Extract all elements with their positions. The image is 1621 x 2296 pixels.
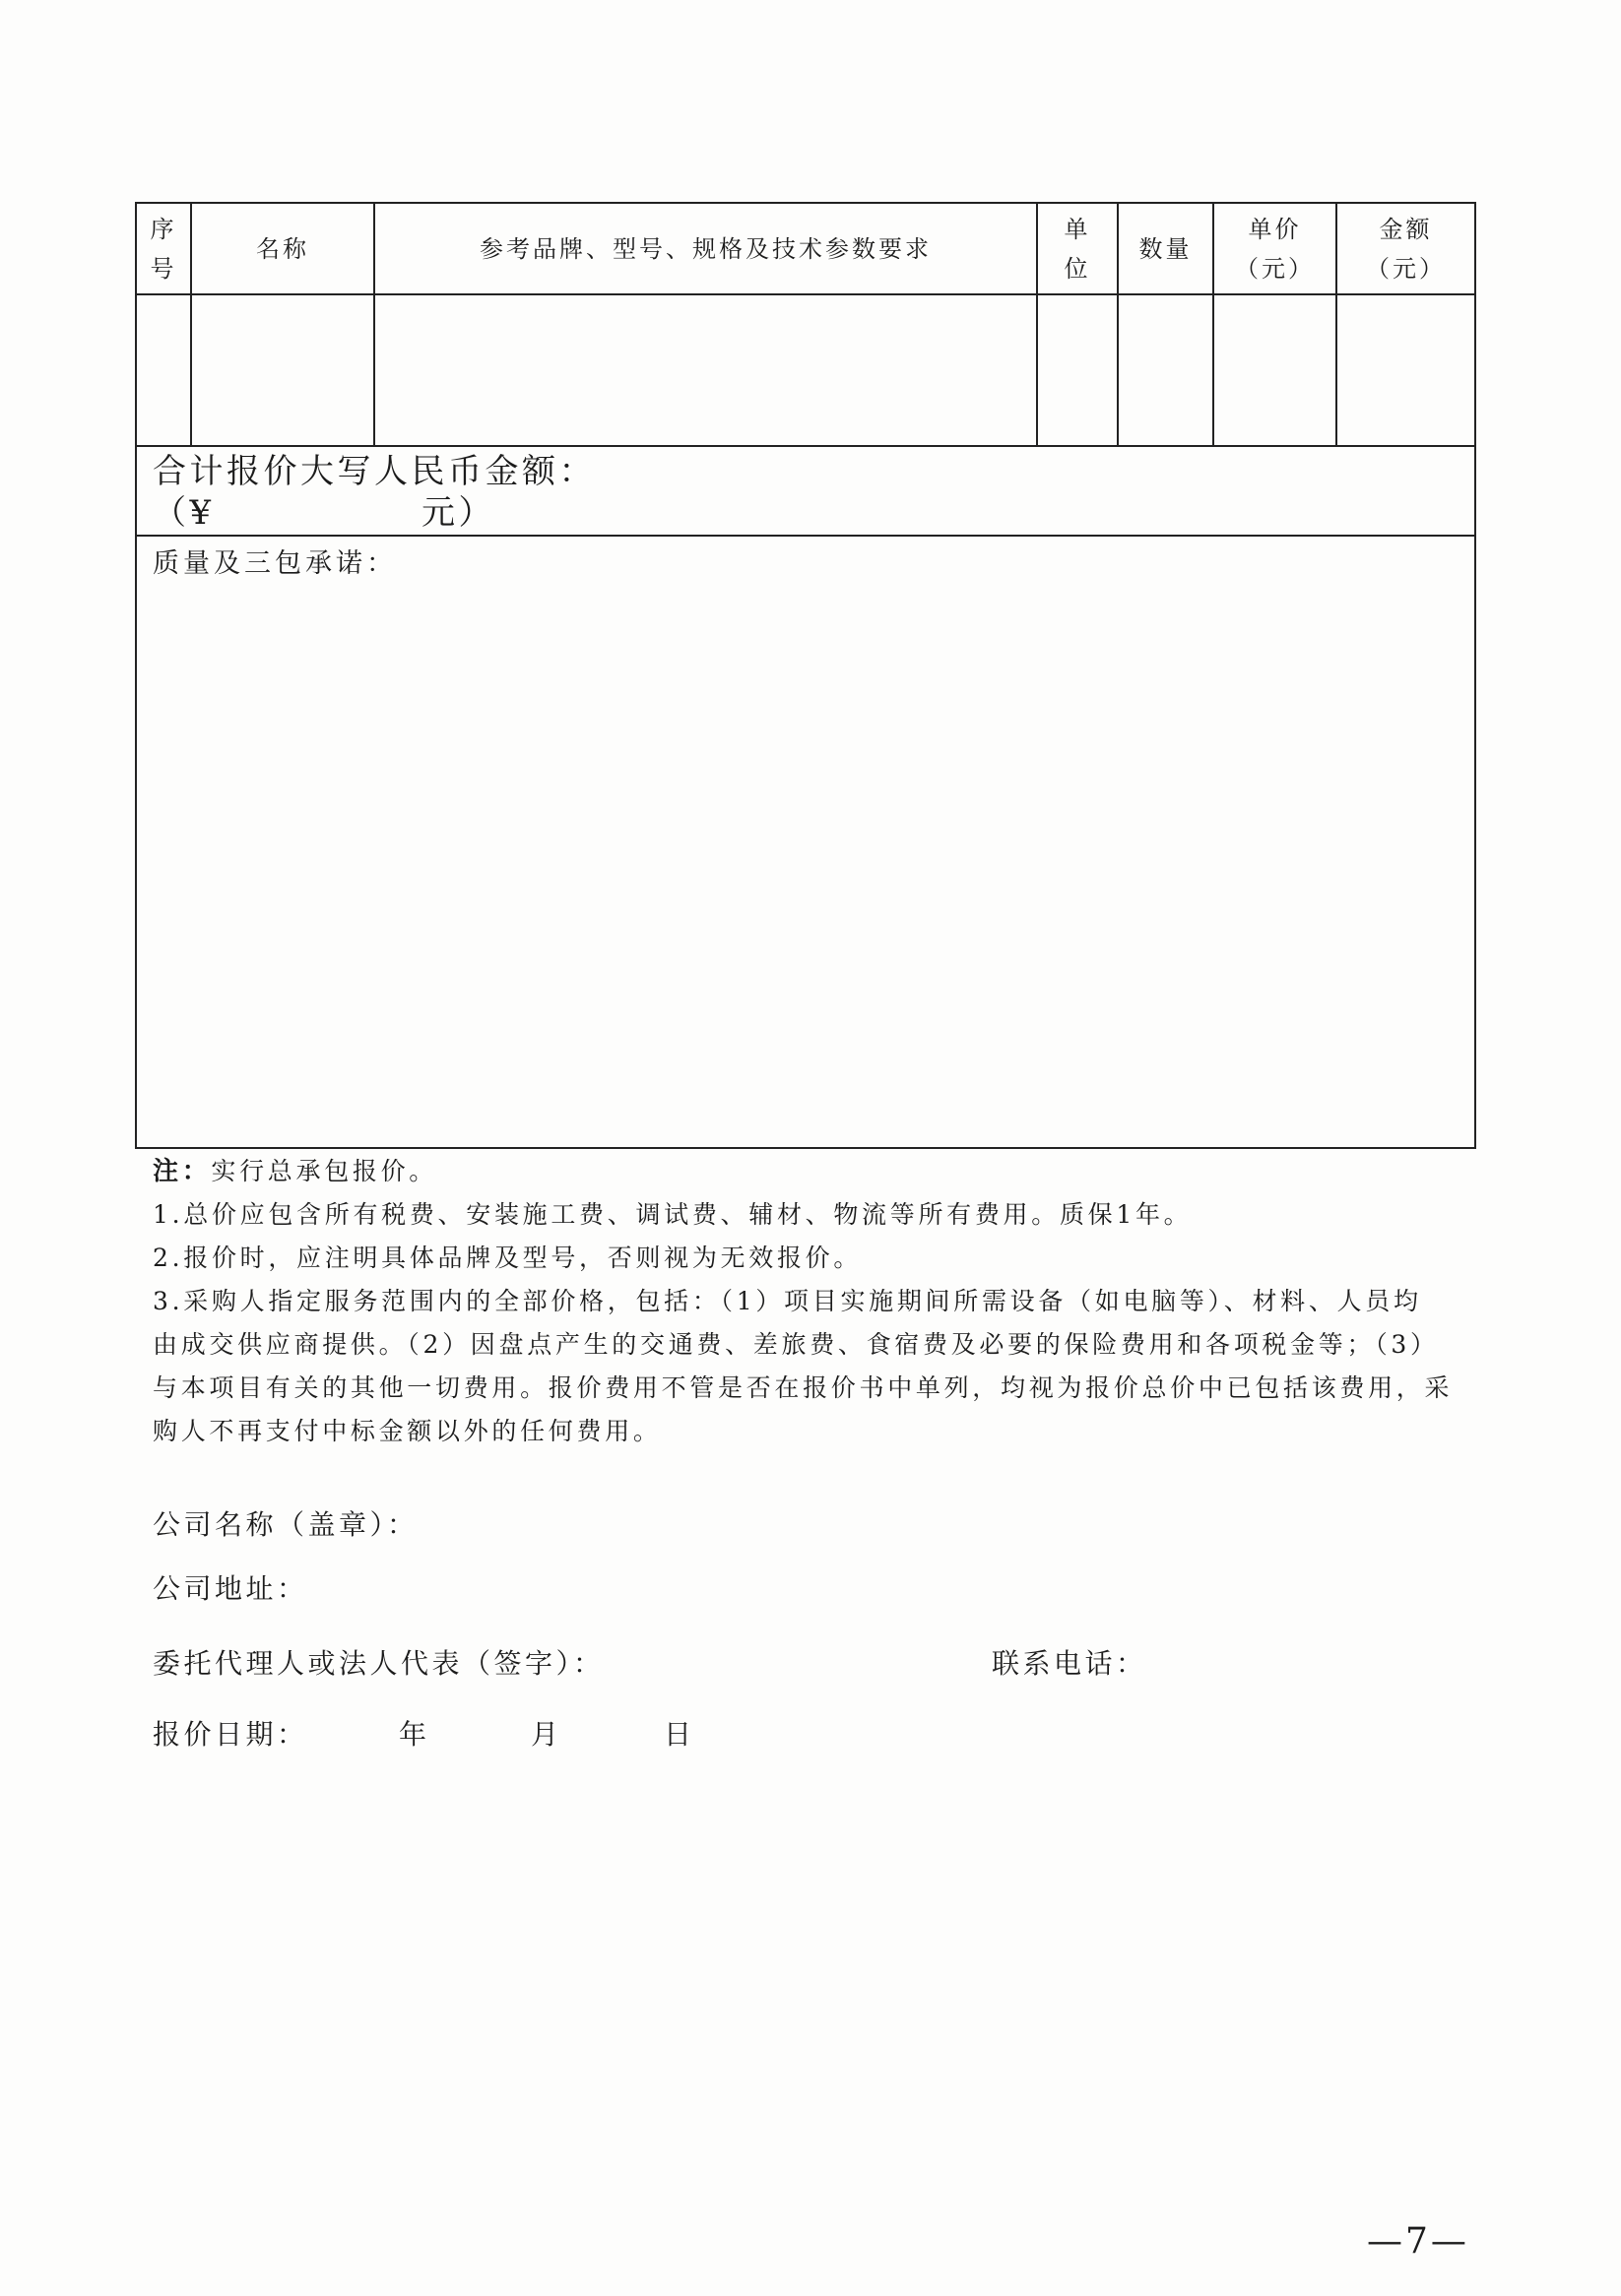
note-item: 与本项目有关的其他一切费用。报价费用不管是否在报价书中单列，均视为报价总价中已包括该费用，采 <box>153 1373 1454 1402</box>
page-number: —7— <box>1367 2221 1469 2262</box>
header-line: 名称 <box>256 234 309 263</box>
header-line: 金额 <box>1379 215 1433 243</box>
date-day: 日 <box>664 1718 695 1751</box>
total-amount-suffix: 元） <box>421 493 495 533</box>
notes-heading-line <box>153 1150 1453 1193</box>
company-address-label: 公司地址： <box>153 1572 308 1605</box>
total-amount-figure <box>153 492 1474 534</box>
total-amount-label: 合计报价大写人民币金额： <box>153 452 596 491</box>
quality-commitment-cell <box>136 536 1475 1148</box>
cell-name <box>191 294 374 446</box>
header-line: 参考品牌、型号、规格及技术参数要求 <box>480 234 932 263</box>
cell-unit-price <box>1213 294 1336 446</box>
note-item: 购人不再支付中标金额以外的任何费用。 <box>153 1417 662 1445</box>
cell-quantity <box>1118 294 1213 446</box>
total-amount-prefix: （¥ <box>153 493 215 533</box>
table-header-row <box>136 203 1475 294</box>
cell-unit <box>1037 294 1118 446</box>
notes-section <box>153 1150 1453 1453</box>
total-row <box>136 446 1475 536</box>
quotation-table <box>135 202 1476 1149</box>
header-line: （元） <box>1366 254 1446 283</box>
company-name-label: 公司名称（盖章）： <box>153 1508 419 1541</box>
header-spec-requirements <box>374 203 1037 294</box>
header-unit-price <box>1213 203 1336 294</box>
quality-commitment-label: 质量及三包承诺： <box>153 548 397 579</box>
notes-summary: 实行总承包报价。 <box>211 1157 438 1185</box>
cell-spec-requirements <box>374 294 1037 446</box>
table-row <box>136 294 1475 446</box>
note-item: 1.总价应包含所有税费、安装施工费、调试费、辅材、物流等所有费用。质保1年。 <box>153 1200 1193 1229</box>
header-line: 位 <box>1064 254 1091 283</box>
date-month: 月 <box>531 1718 562 1751</box>
cell-amount <box>1336 294 1475 446</box>
notes-heading: 注： <box>153 1157 212 1186</box>
header-quantity <box>1118 203 1213 294</box>
agent-signature-label: 委托代理人或法人代表（签字）： <box>153 1647 605 1680</box>
header-line: 数量 <box>1138 234 1193 263</box>
note-item: 2.报价时，应注明具体品牌及型号，否则视为无效报价。 <box>153 1244 863 1272</box>
header-serial-number <box>136 203 191 294</box>
header-line: 序 <box>150 215 177 243</box>
date-year: 年 <box>399 1718 430 1751</box>
header-line: 单 <box>1064 215 1091 243</box>
quality-row <box>136 536 1475 1148</box>
note-item: 3.采购人指定服务范围内的全部价格，包括：（1）项目实施期间所需设备（如电脑等）、材料、人员均 <box>153 1287 1422 1315</box>
cell-serial-number <box>136 294 191 446</box>
header-line: 号 <box>150 254 177 283</box>
total-amount-cell <box>136 446 1475 536</box>
note-item: 由成交供应商提供。（2）因盘点产生的交通费、差旅费、食宿费及必要的保险费用和各项税金等；（3） <box>153 1330 1439 1359</box>
header-name <box>191 203 374 294</box>
quote-date-label: 报价日期： <box>153 1718 308 1751</box>
header-amount <box>1336 203 1475 294</box>
header-line: 单价 <box>1248 215 1302 243</box>
phone-label: 联系电话： <box>992 1647 1147 1680</box>
header-line: （元） <box>1235 254 1315 283</box>
total-amount-block <box>137 447 1474 534</box>
header-unit <box>1037 203 1118 294</box>
